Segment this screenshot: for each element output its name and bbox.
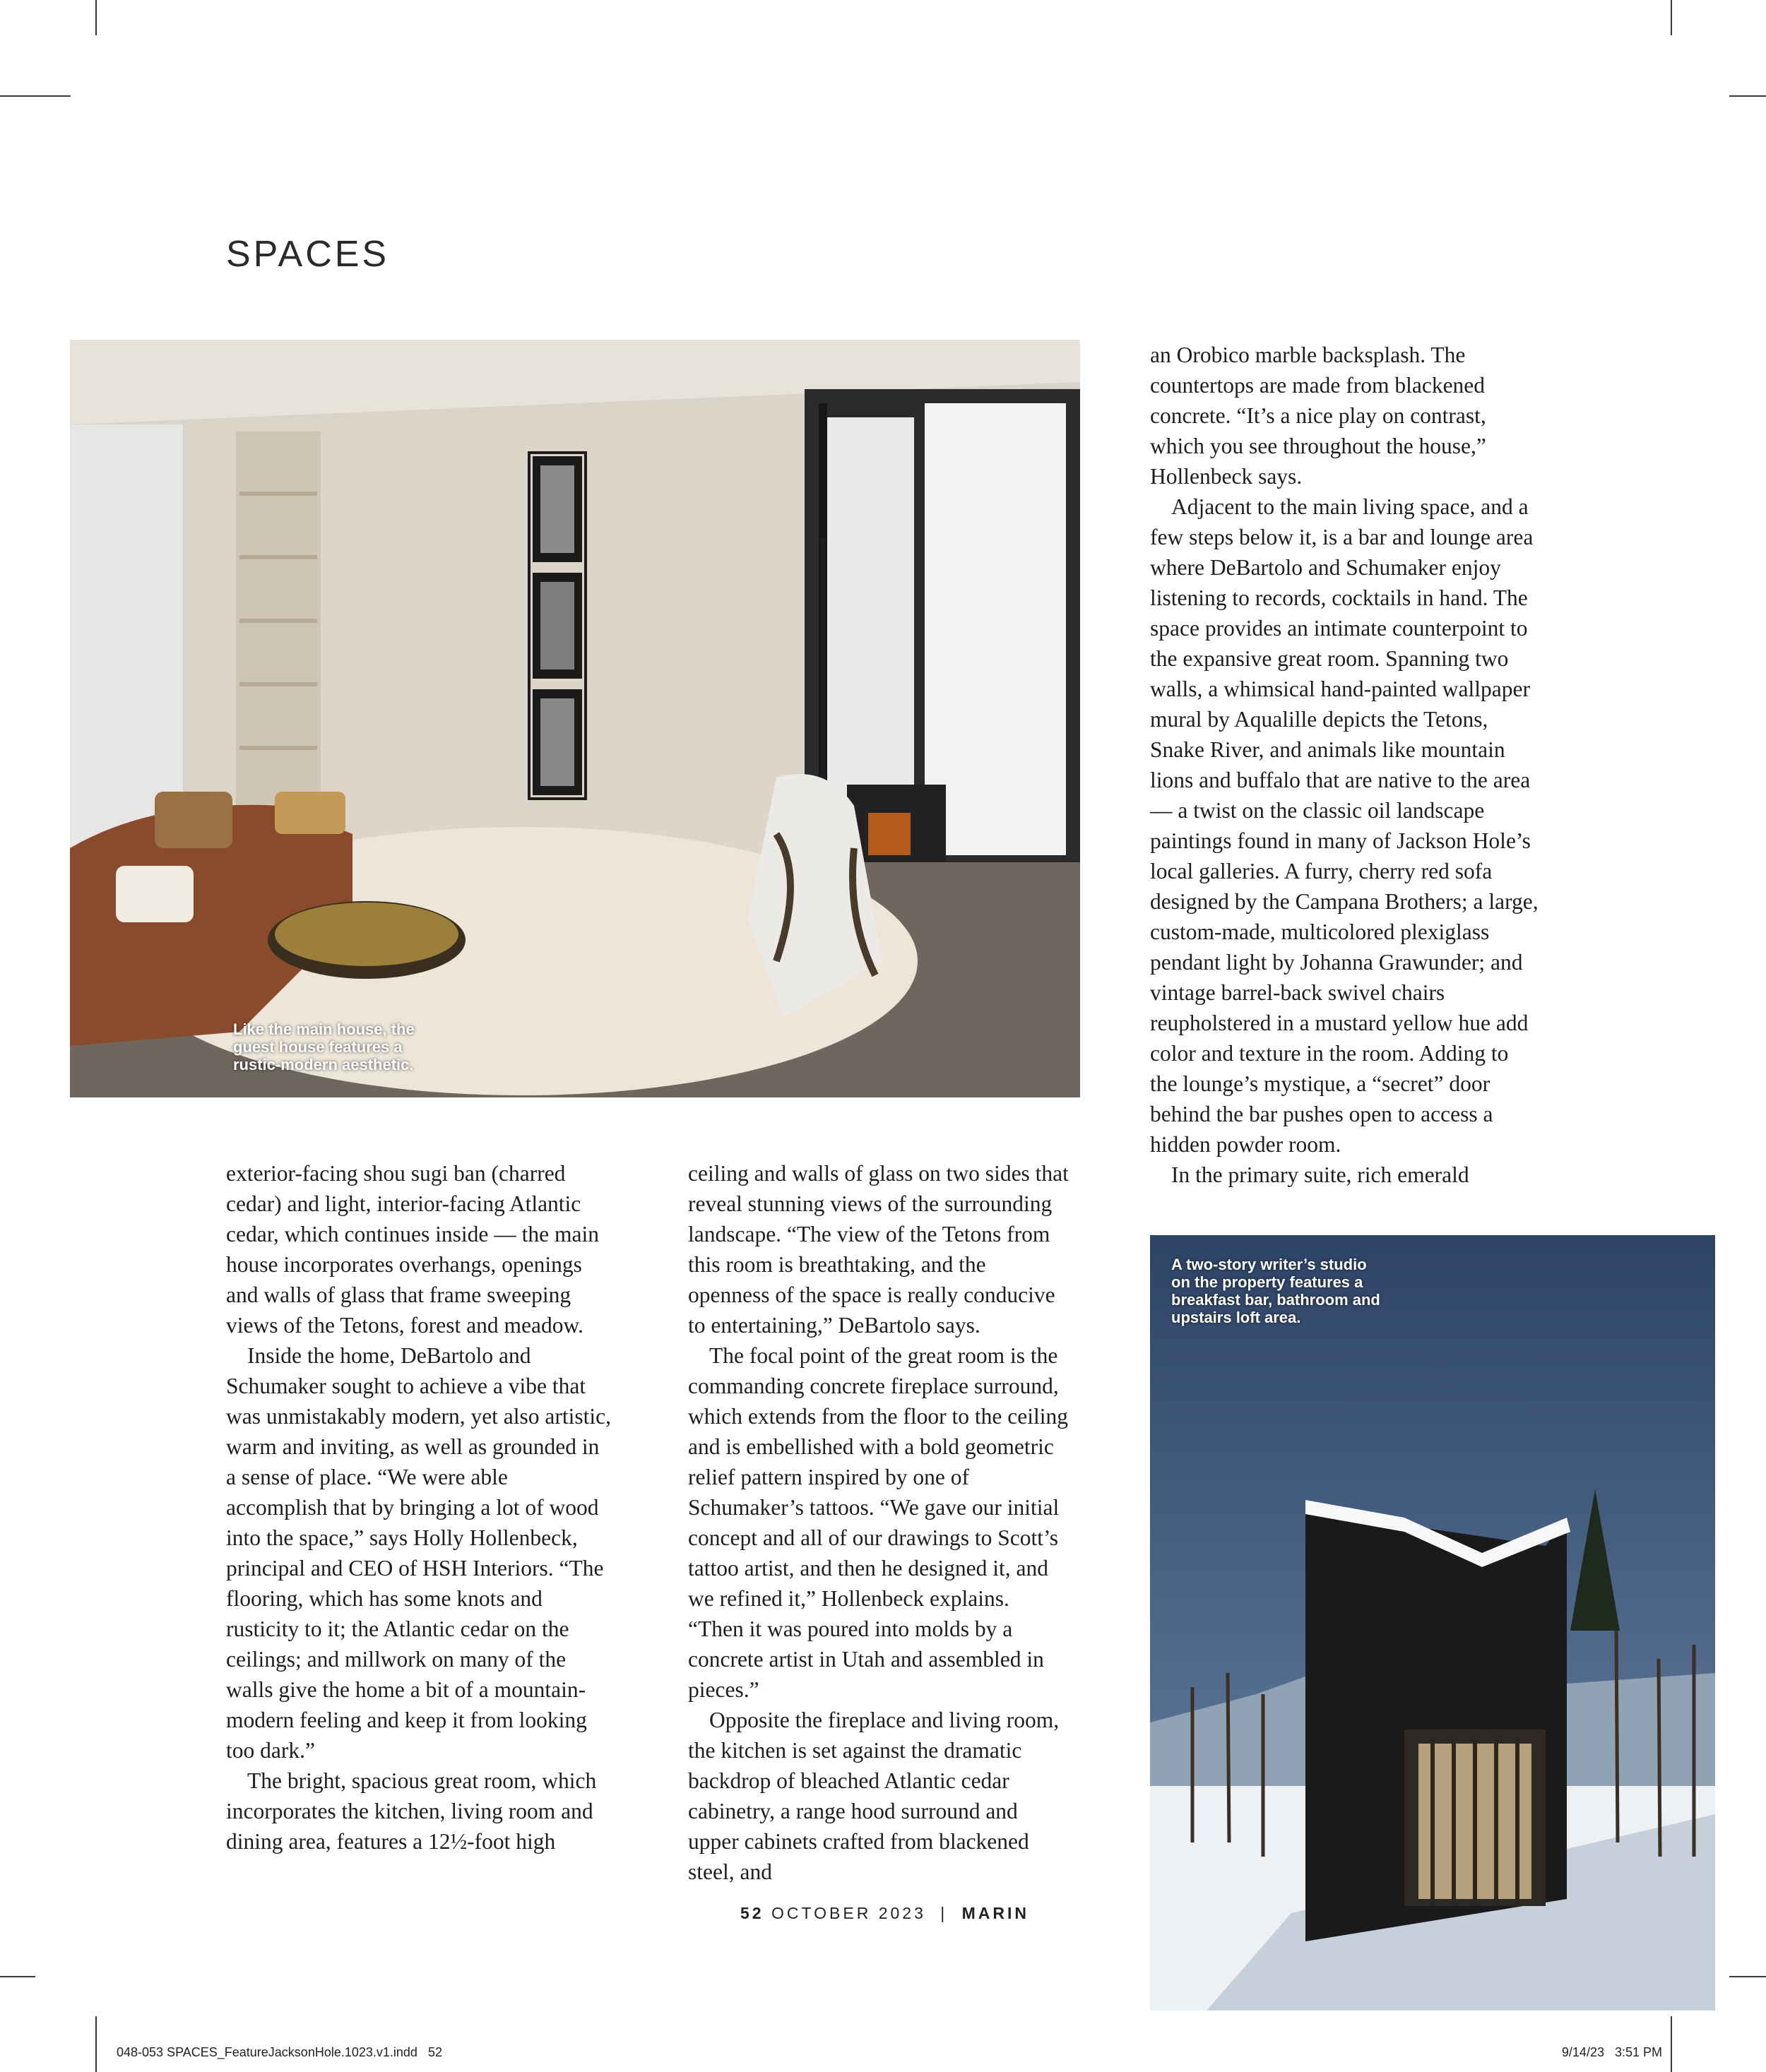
folio bbox=[740, 1904, 1029, 1923]
crop-mark bbox=[0, 1976, 35, 1977]
crop-mark bbox=[1729, 1976, 1766, 1977]
paragraph: Opposite the fireplace and living room, the kitchen is set against the dramatic backdrop of bleached Atlantic cedar cabinetry, a range hood surround and upper cabinets crafted from blackened steel, and bbox=[688, 1708, 1060, 1884]
crop-mark bbox=[1729, 95, 1766, 97]
paragraph: ceiling and walls of glass on two sides that reveal stunning views of the surrounding landscape. “The view of the Tetons from this room is breathtaking, and the openness of the space is really conducive to entertaining,” DeBartolo says. bbox=[688, 1161, 1069, 1338]
crop-mark bbox=[0, 95, 71, 97]
living-room-caption: Like the main house, the guest house features a rustic-modern aesthetic. bbox=[233, 1020, 415, 1073]
paragraph: Inside the home, DeBartolo and Schumaker sought to achieve a vibe that was unmistakably modern, yet also artistic, warm and inviting, as well as grounded in a sense of place. “We were able accomplish that by bringing a lot of wood into the space,” says Holly Hollenbeck, principal and CEO of HSH Interiors. “The flooring, which has some knots and rusticity to it; the Atlantic cedar on the ceilings; and millwork on many of the walls give the home a bit of a mountain-modern feeling and keep it from looking too dark.” bbox=[226, 1343, 612, 1763]
living-room-photo bbox=[70, 340, 1080, 1097]
crop-mark bbox=[1671, 0, 1672, 35]
text-column-2 bbox=[688, 1158, 1069, 1887]
paragraph: an Orobico marble backsplash. The countertops are made from blackened concrete. “It’s a nice play on contrast, which you see throughout the house,” Hollenbeck says. bbox=[1150, 343, 1486, 489]
paragraph: In the primary suite, rich emerald bbox=[1171, 1162, 1469, 1187]
text-column-1 bbox=[226, 1158, 613, 1857]
studio-photo bbox=[1150, 1235, 1715, 2011]
page-number: 52 bbox=[740, 1904, 764, 1922]
crop-mark bbox=[95, 0, 97, 35]
paragraph: The bright, spacious great room, which incorporates the kitchen, living room and dining area, features a 12½-foot high bbox=[226, 1768, 597, 1854]
date-slug: 9/14/23 3:51 PM bbox=[1561, 2045, 1662, 2059]
paragraph: The focal point of the great room is the commanding concrete fireplace surround, which extends from the floor to the ceiling and is embellished with a bold geometric relief pattern inspired by one of Schumaker’s tattoos. “We gave our initial concept and all of our drawings to Scott’s tattoo artist, and then he designed it, and we refined it,” Hollenbeck explains. “Then it was poured into molds by a concrete artist in Utah and assembled in pieces.” bbox=[688, 1343, 1068, 1702]
folio-separator: | bbox=[940, 1904, 948, 1922]
section-title: SPACES bbox=[226, 234, 390, 275]
issue-date: OCTOBER 2023 bbox=[771, 1904, 926, 1922]
paragraph: exterior-facing shou sugi ban (charred cedar) and light, interior-facing Atlantic cedar, which continues inside — the main house incorporates overhangs, openings and walls of glass that frame sweeping views of the Tetons, forest and meadow. bbox=[226, 1161, 599, 1338]
crop-mark bbox=[1671, 2016, 1672, 2072]
file-slug: 048-053 SPACES_FeatureJacksonHole.1023.v1.indd 52 bbox=[117, 2045, 442, 2059]
magazine-name: MARIN bbox=[961, 1904, 1030, 1922]
studio-caption: A two-story writer’s studio on the property features a breakfast bar, bathroom and upstairs loft area. bbox=[1171, 1256, 1380, 1326]
text-column-3 bbox=[1150, 340, 1539, 1190]
crop-mark bbox=[95, 2016, 97, 2072]
paragraph: Adjacent to the main living space, and a few steps below it, is a bar and lounge area where DeBartolo and Schumaker enjoy listening to records, cocktails in hand. The space provides an intimate counterpoint to the expansive great room. Spanning two walls, a whimsical hand-painted wallpaper mural by Aqualille depicts the Tetons, Snake River, and animals like mountain lions and buffalo that are native to the area — a twist on the classic oil landscape paintings found in many of Jackson Hole’s local galleries. A furry, cherry red sofa designed by the Campana Brothers; a large, custom-made, multicolored plexiglass pendant light by Johanna Grawunder; and vintage barrel-back swivel chairs reupholstered in a mustard yellow hue add color and texture in the room. Adding to the lounge’s mystique, a “secret” door behind the bar pushes open to access a hidden powder room. bbox=[1150, 494, 1539, 1157]
